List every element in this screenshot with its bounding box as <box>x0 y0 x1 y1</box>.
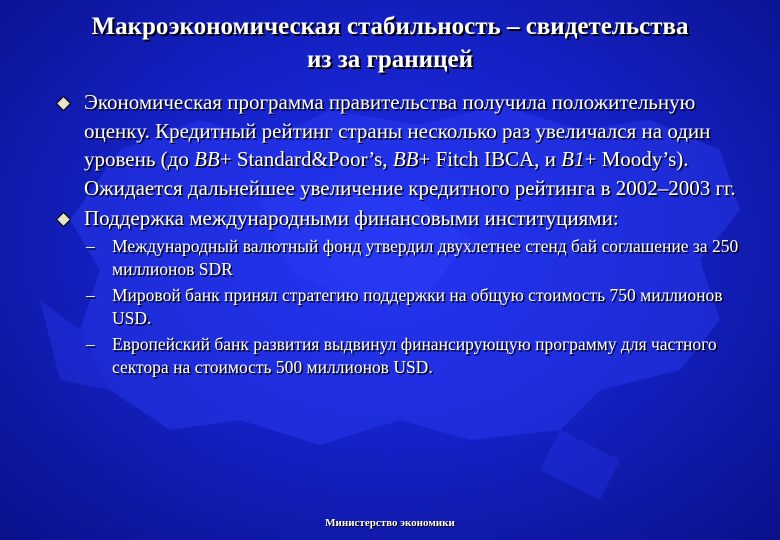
bullet-1-text-a: Экономическая программа правительства получила положительную оценку. Кредитный рейтинг страны несколько раз увеличался на один уровень (до <box>84 90 711 172</box>
footer-ministry: Министерство экономики <box>325 517 455 529</box>
bullet-1-text-d: + Moody’s). Ожидается дальнейшее увеличение кредитного рейтинга в 2002–2003 гг. <box>84 147 736 200</box>
rating-fitch: BB <box>392 147 419 172</box>
sub-item-imf <box>86 235 751 282</box>
bullet-item-rating <box>54 88 764 202</box>
bullet-item-support <box>54 204 764 233</box>
title-line-1: Макроэкономическая стабильность – свидетельства <box>91 13 689 40</box>
title-line-2: из за границей <box>307 46 473 73</box>
bullet-2-text: Поддержка международными финансовыми институциями: <box>84 206 619 231</box>
rating-moodys: B1 <box>561 147 585 172</box>
dash-marker: – <box>86 284 95 305</box>
sub-item-text: Международный валютный фонд утвердил двухлетнее стенд бай соглашение за 250 миллионов SDR <box>112 235 739 280</box>
bullet-1-text-b: + Standard&Poor’s, <box>219 147 393 172</box>
sub-list <box>86 235 751 380</box>
dash-marker: – <box>86 235 95 256</box>
sub-item-text: Мировой банк принял стратегию поддержки на общую стоимость 750 миллионов USD. <box>112 284 723 329</box>
bullet-list <box>54 88 764 382</box>
slide-title <box>20 10 760 76</box>
sub-item-ebrd <box>86 333 751 380</box>
sub-item-world-bank <box>86 284 751 331</box>
dash-marker: – <box>86 333 95 354</box>
diamond-bullet-icon <box>56 96 71 111</box>
diamond-bullet-icon <box>56 212 71 227</box>
rating-sp: BB <box>194 147 220 172</box>
sub-item-text: Европейский банк развития выдвинул финансирующую программу для частного сектора на стоимость 500 миллионов USD. <box>112 333 717 378</box>
bullet-1-text-c: + Fitch IBCA, и <box>418 147 562 172</box>
